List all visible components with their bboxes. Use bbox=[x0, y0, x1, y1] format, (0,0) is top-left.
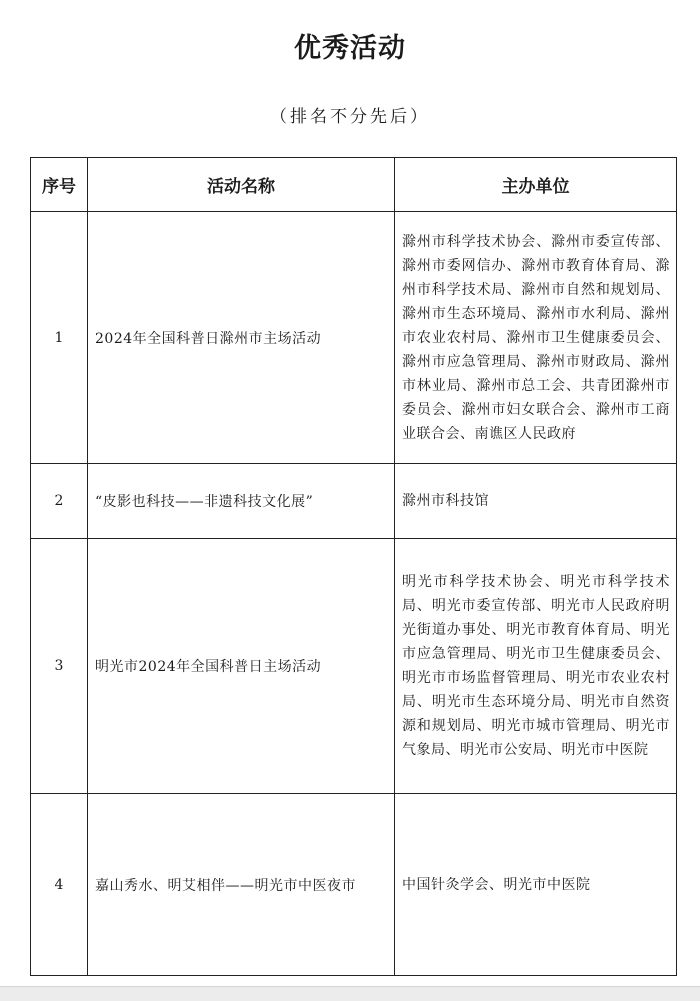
table-row bbox=[31, 464, 677, 539]
header-organizer: 主办单位 bbox=[395, 158, 677, 212]
activities-table bbox=[30, 157, 677, 976]
row-activity-name: 嘉山秀水、明艾相伴——明光市中医夜市 bbox=[88, 794, 395, 976]
row-number: 4 bbox=[31, 794, 88, 976]
table-row bbox=[31, 212, 677, 464]
table-row bbox=[31, 794, 677, 976]
header-number: 序号 bbox=[31, 158, 88, 212]
page-title: 优秀活动 bbox=[294, 33, 406, 64]
row-organizer: 明光市科学技术协会、明光市科学技术局、明光市委宣传部、明光市人民政府明光街道办事处、明光市教育体育局、明光市应急管理局、明光市卫生健康委员会、明光市市场监督管理局、明光市农业农村局、明光市生态环境分局、明光市自然资源和规划局、明光市城市管理局、明光市气象局、明光市公安局、明光市中医院 bbox=[395, 539, 677, 794]
row-number: 2 bbox=[31, 464, 88, 539]
row-activity-name: 明光市2024年全国科普日主场活动 bbox=[88, 539, 395, 794]
row-organizer: 滁州市科学技术协会、滁州市委宣传部、滁州市委网信办、滁州市教育体育局、滁州市科学技术局、滁州市自然和规划局、滁州市生态环境局、滁州市水利局、滁州市农业农村局、滁州市卫生健康委员会、滁州市应急管理局、滁州市财政局、滁州市林业局、滁州市总工会、共青团滁州市委员会、滁州市妇女联合会、滁州市工商业联合会、南谯区人民政府 bbox=[395, 212, 677, 464]
row-organizer: 中国针灸学会、明光市中医院 bbox=[395, 794, 677, 976]
bottom-scroll-strip bbox=[0, 986, 700, 1001]
table-header-row bbox=[31, 158, 677, 212]
row-activity-name: “皮影也科技——非遗科技文化展” bbox=[88, 464, 395, 539]
row-activity-name: 2024年全国科普日滁州市主场活动 bbox=[88, 212, 395, 464]
row-organizer: 滁州市科技馆 bbox=[395, 464, 677, 539]
page-subtitle: （排名不分先后） bbox=[270, 107, 430, 127]
row-number: 3 bbox=[31, 539, 88, 794]
header-activity-name: 活动名称 bbox=[88, 158, 395, 212]
row-number: 1 bbox=[31, 212, 88, 464]
table-row bbox=[31, 539, 677, 794]
